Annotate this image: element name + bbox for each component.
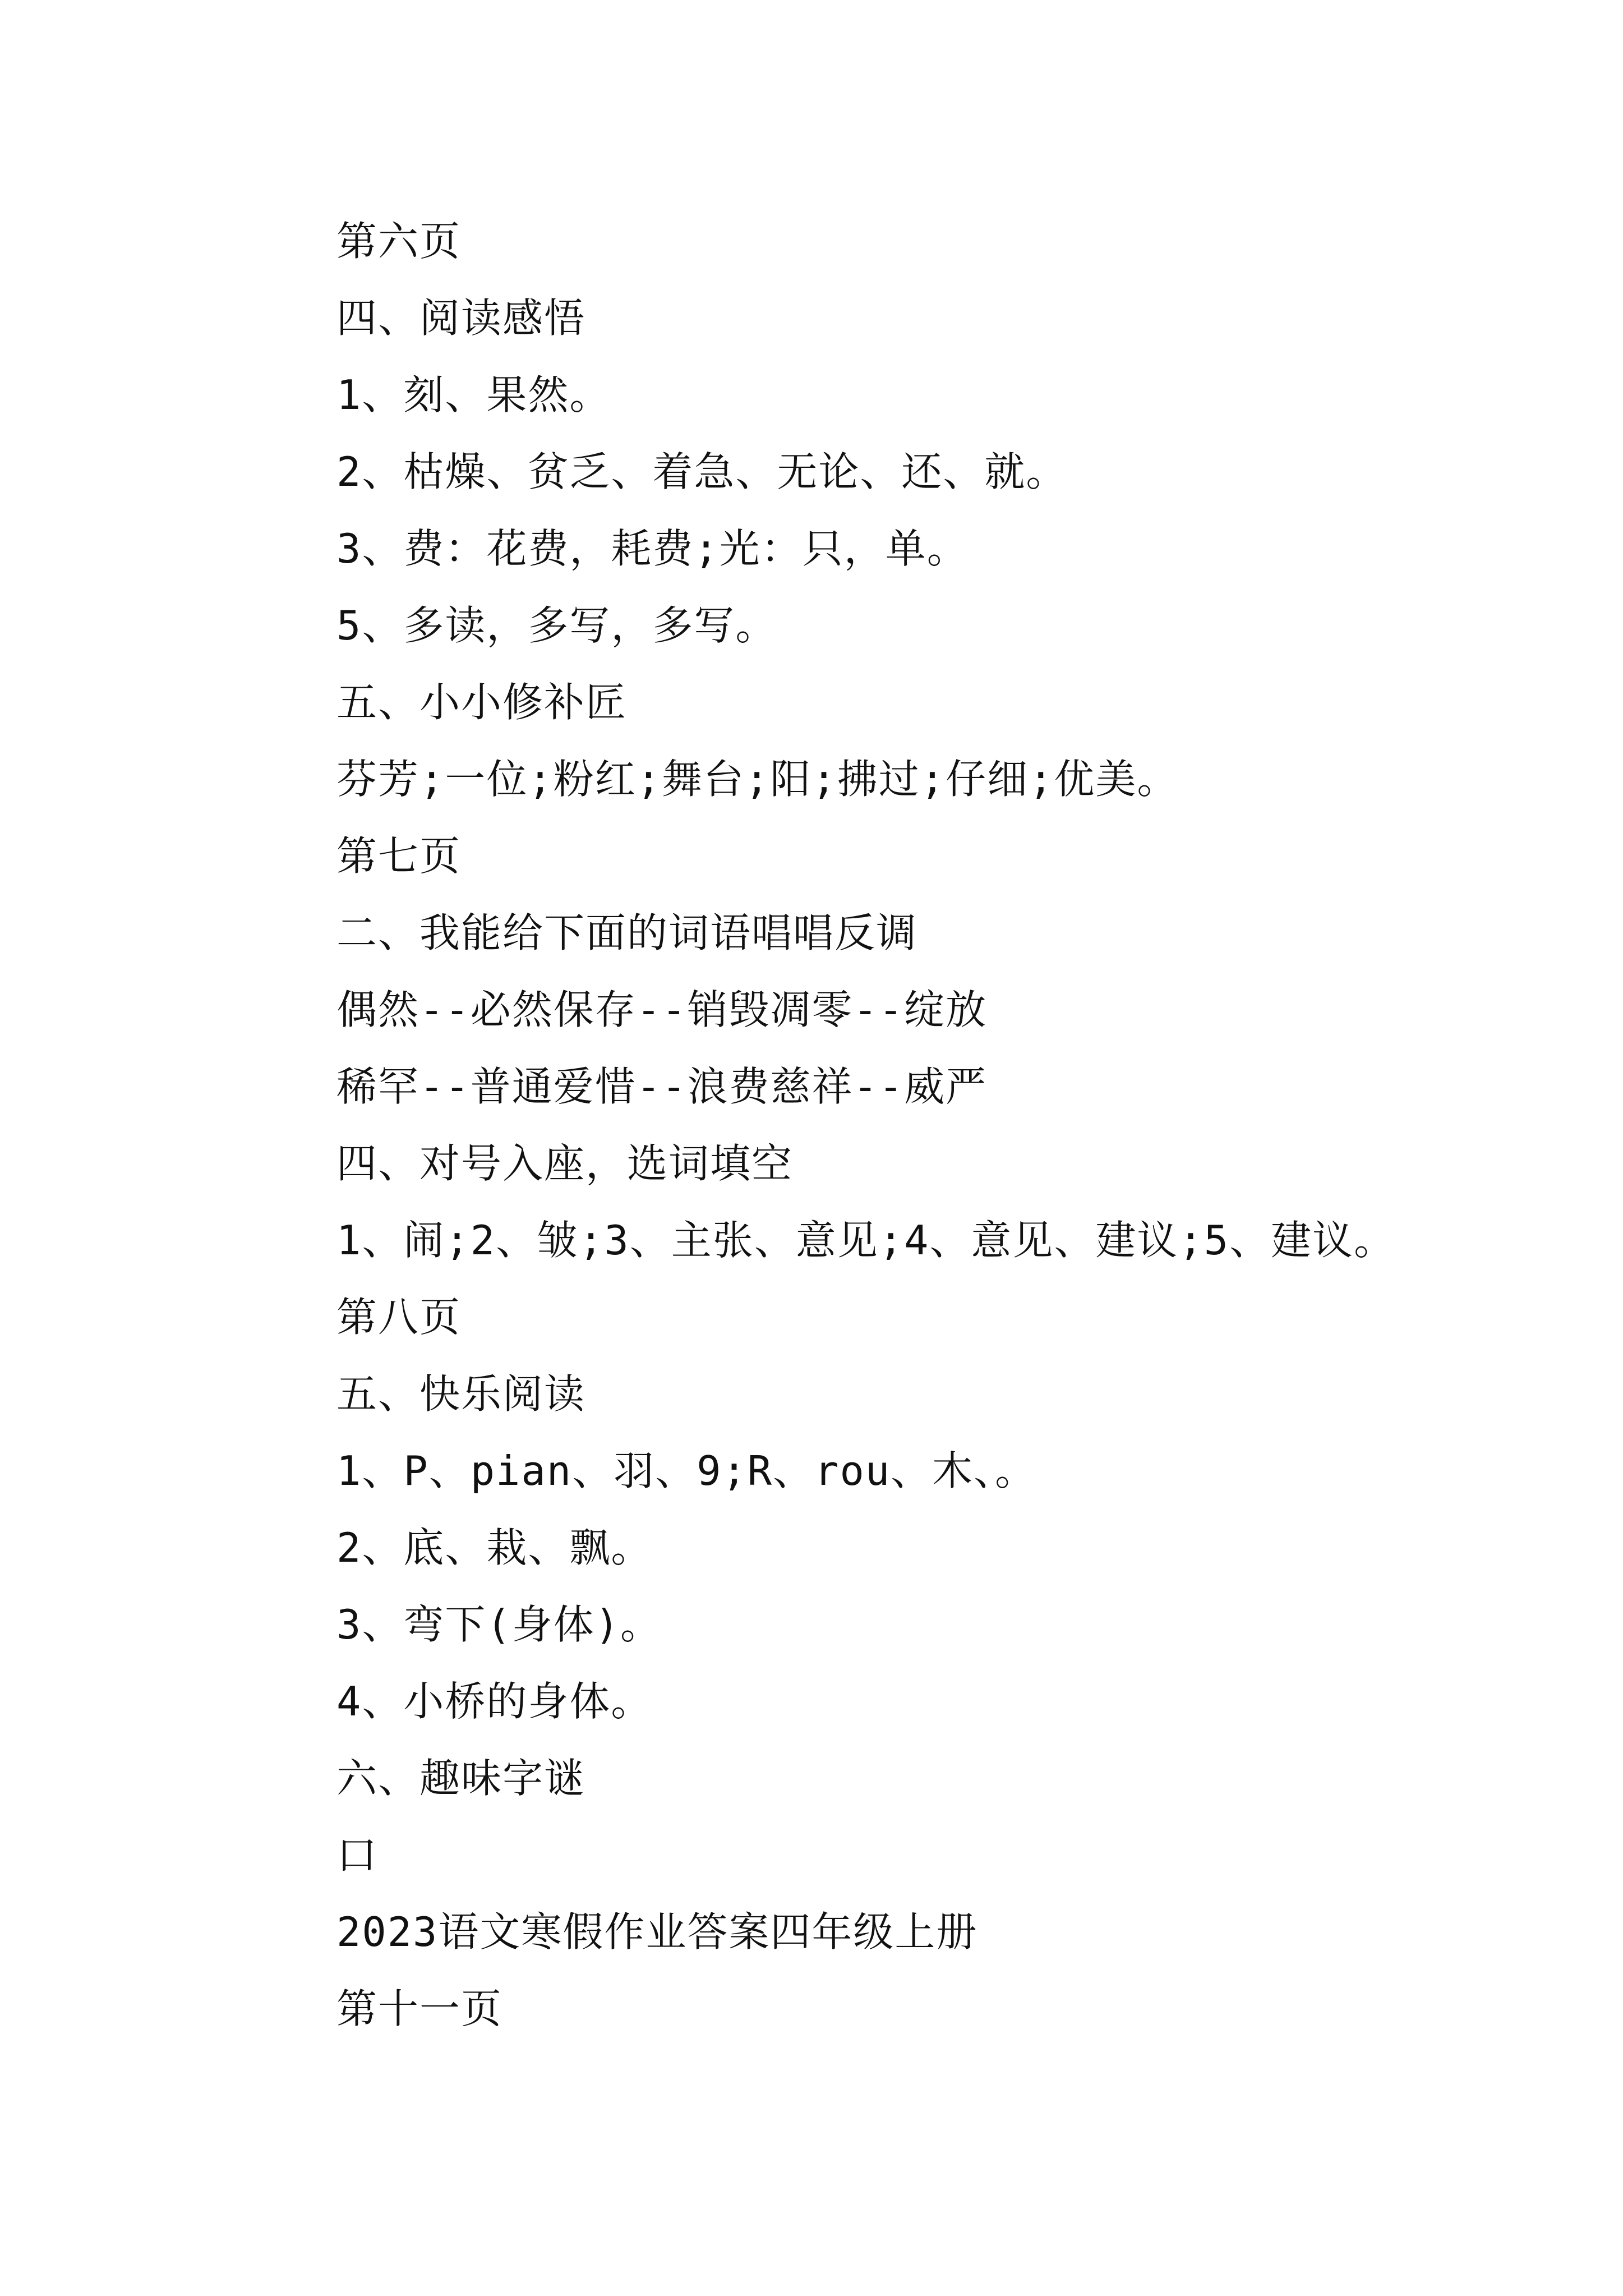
answer-line: 偶然--必然保存--销毁凋零--绽放 [336, 986, 988, 1033]
answer-line: 2、枯燥、贫乏、着急、无论、还、就。 [336, 448, 1068, 495]
section-heading: 二、我能给下面的词语唱唱反调 [336, 909, 918, 956]
answer-line: 口 [336, 1832, 379, 1879]
section-heading: 四、阅读感悟 [336, 295, 586, 342]
section-heading: 五、快乐阅读 [336, 1370, 586, 1418]
answer-line: 1、刻、果然。 [336, 371, 611, 418]
page-heading: 第六页 [336, 218, 462, 265]
page-heading: 第十一页 [336, 1985, 503, 2032]
answer-line: 3、弯下(身体)。 [336, 1601, 662, 1648]
answer-line: 4、小桥的身体。 [336, 1678, 653, 1725]
page-heading: 第八页 [336, 1294, 462, 1341]
section-heading: 五、小小修补匠 [336, 679, 628, 726]
section-heading: 六、趣味字谜 [336, 1755, 586, 1802]
answer-line: 3、费：花费，耗费;光：只，单。 [336, 525, 969, 572]
answer-line: 芬芳;一位;粉红;舞台;阳;拂过;仔细;优美。 [336, 756, 1179, 803]
document-text [336, 203, 1598, 2047]
page-heading: 第七页 [336, 832, 462, 880]
answer-line: 1、闹;2、皱;3、主张、意见;4、意见、建议;5、建议。 [336, 1217, 1396, 1264]
section-heading: 四、对号入座，选词填空 [336, 1140, 794, 1187]
document-title: 2023语文寒假作业答案四年级上册 [336, 1908, 978, 1955]
answer-line: 5、多读，多写，多写。 [336, 602, 777, 649]
answer-line: 稀罕--普通爱惜--浪费慈祥--威严 [336, 1063, 988, 1110]
answer-line: 2、底、栽、飘。 [336, 1524, 653, 1571]
answer-line: 1、P、pian、羽、9;R、rou、木、。 [336, 1447, 1037, 1494]
